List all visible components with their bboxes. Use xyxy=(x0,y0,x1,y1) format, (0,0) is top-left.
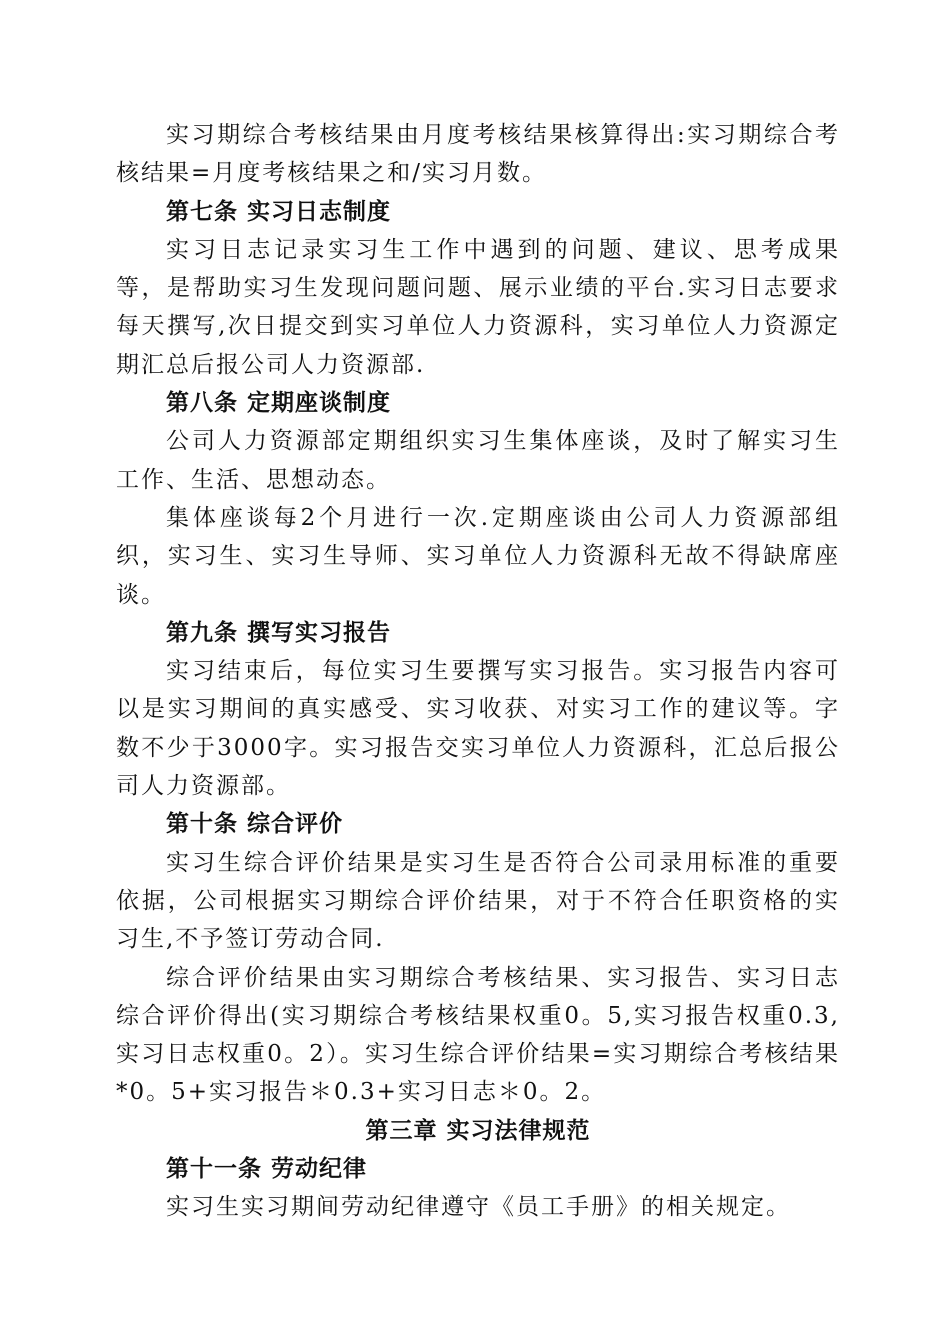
paragraph: 实习结束后，每位实习生要撰写实习报告。实习报告内容可以是实习期间的真实感受、实习收获、对实习工作的建议等。字数不少于3000字。实习报告交实习单位人力资源科，汇总后报公司人力资源部。 xyxy=(116,658,840,800)
document-page xyxy=(116,116,840,1227)
paragraph: 实习生综合评价结果是实习生是否符合公司录用标准的重要依据，公司根据实习期综合评价结果，对于不符合任职资格的实习生,不予签订劳动合同. xyxy=(116,849,840,953)
article-heading: 第十条 综合评价 xyxy=(166,811,344,838)
article-heading: 第八条 定期座谈制度 xyxy=(166,390,392,417)
paragraph: 集体座谈每2个月进行一次.定期座谈由公司人力资源部组织，实习生、实习生导师、实习单位人力资源科无故不得缺席座谈。 xyxy=(116,504,840,608)
paragraph: 实习日志记录实习生工作中遇到的问题、建议、思考成果等，是帮助实习生发现问题问题、展示业绩的平台.实习日志要求每天撰写,次日提交到实习单位人力资源科，实习单位人力资源定期汇总后报公司人力资源部. xyxy=(116,236,840,378)
article-heading: 第十一条 劳动纪律 xyxy=(166,1156,368,1183)
chapter-heading: 第三章 实习法律规范 xyxy=(365,1117,591,1144)
article-heading: 第七条 实习日志制度 xyxy=(166,198,392,225)
paragraph: 实习生实习期间劳动纪律遵守《员工手册》的相关规定。 xyxy=(166,1194,791,1221)
paragraph: 实习期综合考核结果由月度考核结果核算得出:实习期综合考核结果=月度考核结果之和/实习月数。 xyxy=(116,122,840,187)
article-heading: 第九条 撰写实习报告 xyxy=(166,619,392,646)
paragraph: 公司人力资源部定期组织实习生集体座谈，及时了解实习生工作、生活、思想动态。 xyxy=(116,428,840,493)
paragraph: 综合评价结果由实习期综合考核结果、实习报告、实习日志综合评价得出(实习期综合考核结果权重0。5,实习报告权重0.3,实习日志权重0。2）。实习生综合评价结果=实习期综合考核结果*0。5+实习报告＊0.3+实习日志＊0。2。 xyxy=(116,964,840,1106)
